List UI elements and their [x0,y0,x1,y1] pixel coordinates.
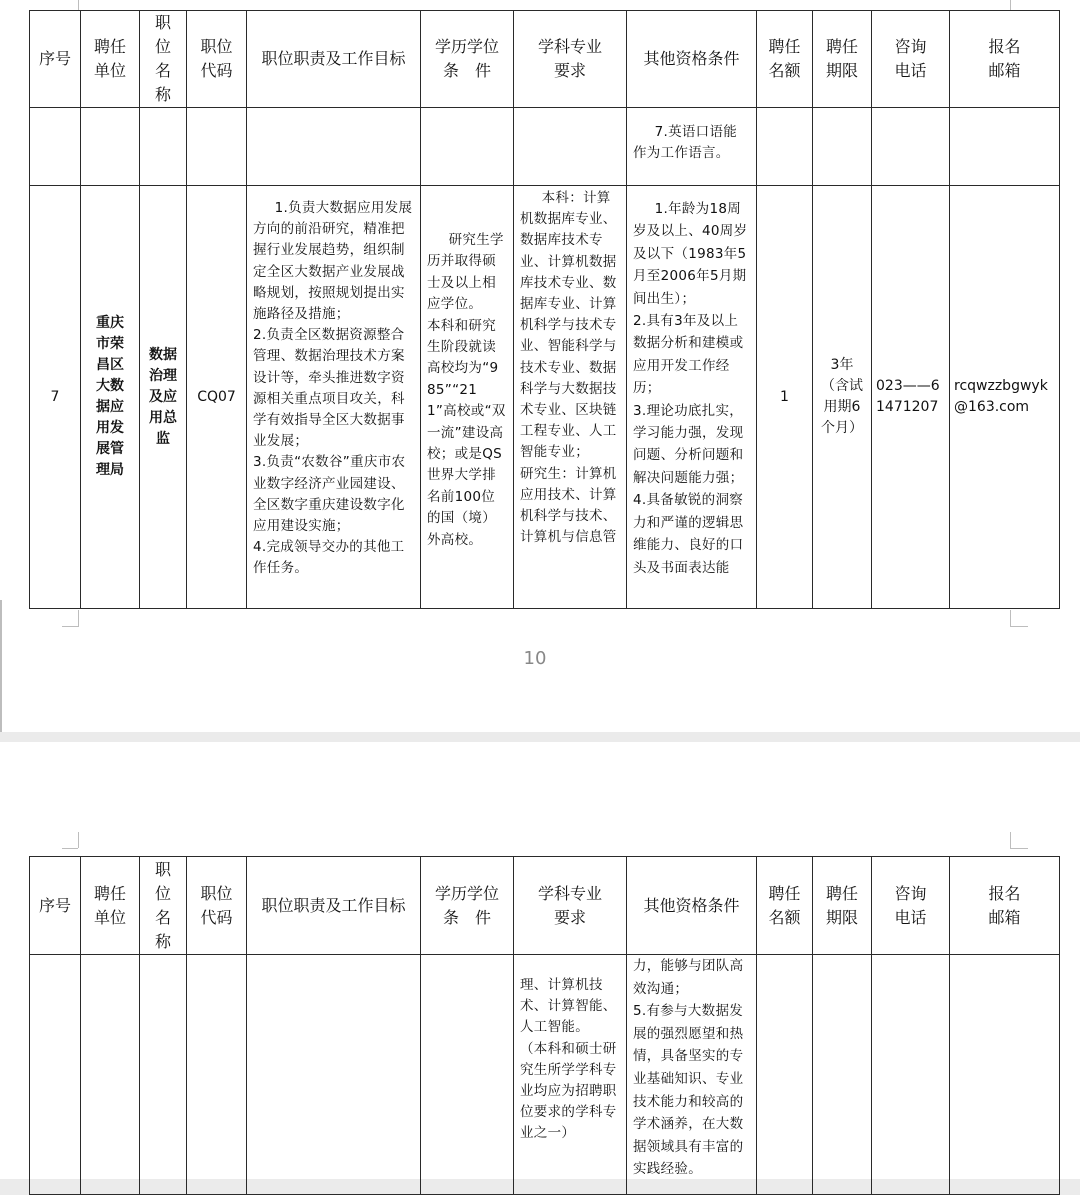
position-cell: 数据 治理 及应 用总 监 [140,186,187,609]
page-number: 10 [523,648,547,669]
header-code: 职位 代码 [187,857,247,955]
table-row [30,955,1060,1195]
crop-mark [78,0,79,10]
code-cell: CQ07 [187,186,247,609]
crop-mark [1010,0,1011,10]
header-unit: 聘任 单位 [81,857,140,955]
crop-mark [78,832,79,848]
phone-cell: 023——61471207 [872,186,950,609]
continued-other-text: 7.英语口语能作为工作语言。 [633,124,738,162]
header-unit: 聘任 单位 [81,11,140,108]
header-email: 报名 邮箱 [950,11,1060,108]
major-text-cont: 理、计算机技术、计算智能、人工智能。 （本科和硕士研究生所学学科专业均应为招聘职位要求的学科专业之一） [520,977,617,1142]
continued-row [30,108,1060,186]
term-cell: 3年 （含试 用期6 个月） [813,186,872,609]
crop-mark [62,626,78,627]
recruitment-table-page-1 [29,10,1060,609]
document-page-2 [0,742,1080,1179]
other-text: 1.年龄为18周岁及以上、40周岁及以下（1983年5月至2006年5月期间出生）； 2.具有3年及以上数据分析和建模或应用开发工作经历； 3.理论功底扎实，学习能力强，发现问题、分析问题和解决问题能力强； 4.具备敏锐的洞察力和严谨的逻辑思维能力、良好的口头及书面表达能 [633,201,748,576]
crop-mark [1010,832,1011,848]
header-major: 学科专业 要求 [514,11,627,108]
crop-mark [78,610,79,627]
education-cell [421,186,514,609]
header-duties: 职位职责及工作目标 [247,11,421,108]
header-duties: 职位职责及工作目标 [247,857,421,955]
header-position: 职 位 名 称 [140,11,187,108]
header-row [30,11,1060,108]
recruitment-table-page-2 [29,856,1060,1195]
education-text: 研究生学历并取得硕士及以上相应学位。 本科和研究生阶段就读高校均为“985”“211”高校或“双一流”建设高校；或是QS世界大学排名前100位的国（境）外高校。 [427,232,506,548]
seq-cell: 7 [30,186,81,609]
header-phone: 咨询 电话 [872,11,950,108]
quota-cell: 1 [757,186,813,609]
email-cell: rcqwzzbgwyk@163.com [950,186,1060,609]
other-text-cont: 力，能够与团队高效沟通； 5.有参与大数据发展的强烈愿望和热情，具备坚实的专业基础知识、专业技术能力和较高的学术涵养，在大数据领域具有丰富的实践经验。 [633,958,744,1178]
unit-cell: 重庆 市荣 昌区 大数 据应 用发 展管 理局 [81,186,140,609]
header-major: 学科专业 要求 [514,857,627,955]
header-code: 职位 代码 [187,11,247,108]
header-email: 报名 邮箱 [950,857,1060,955]
header-term: 聘任 期限 [813,857,872,955]
header-position: 职 位 名 称 [140,857,187,955]
header-term: 聘任 期限 [813,11,872,108]
header-row [30,857,1060,955]
major-cell-cont [514,955,627,1195]
major-cell [514,186,627,609]
crop-mark [1010,848,1028,849]
crop-mark [1010,610,1011,627]
header-seq: 序号 [30,11,81,108]
header-education: 学历学位 条 件 [421,11,514,108]
header-education: 学历学位 条 件 [421,857,514,955]
duties-text: 1.负责大数据应用发展方向的前沿研究，精准把握行业发展趋势，组织制定全区大数据产业发展战略规划，按照规划提出实施路径及措施； 2.负责全区数据资源整合管理、数据治理技术方案设计等，牵头推进数字资源相关重点项目攻关，科学有效指导全区大数据事业发展； 3.负责“农数谷”重庆市农业数字经济产业园建设、全区数字重庆建设数字化应用建设实施； 4.完成领导交办的其他工作任务。 [253,200,413,577]
major-text: 本科：计算机数据库专业、数据库技术专业、计算机数据库技术专业、数据库专业、计算机科学与技术专业、智能科学与技术专业、数据科学与大数据技术专业、区块链工程专业、人工智能专业； 研究生：计算机应用技术、计算机科学与技术、计算机与信息管 [520,190,617,546]
header-phone: 咨询 电话 [872,857,950,955]
other-cell-cont [627,955,757,1195]
other-cell [627,186,757,609]
header-quota: 聘任 名额 [757,11,813,108]
header-other: 其他资格条件 [627,11,757,108]
duties-cell [247,186,421,609]
header-other: 其他资格条件 [627,857,757,955]
continued-other-cell [627,108,757,186]
header-quota: 聘任 名额 [757,857,813,955]
crop-mark [62,848,78,849]
table-row [30,186,1060,609]
crop-mark [1010,626,1028,627]
header-seq: 序号 [30,857,81,955]
